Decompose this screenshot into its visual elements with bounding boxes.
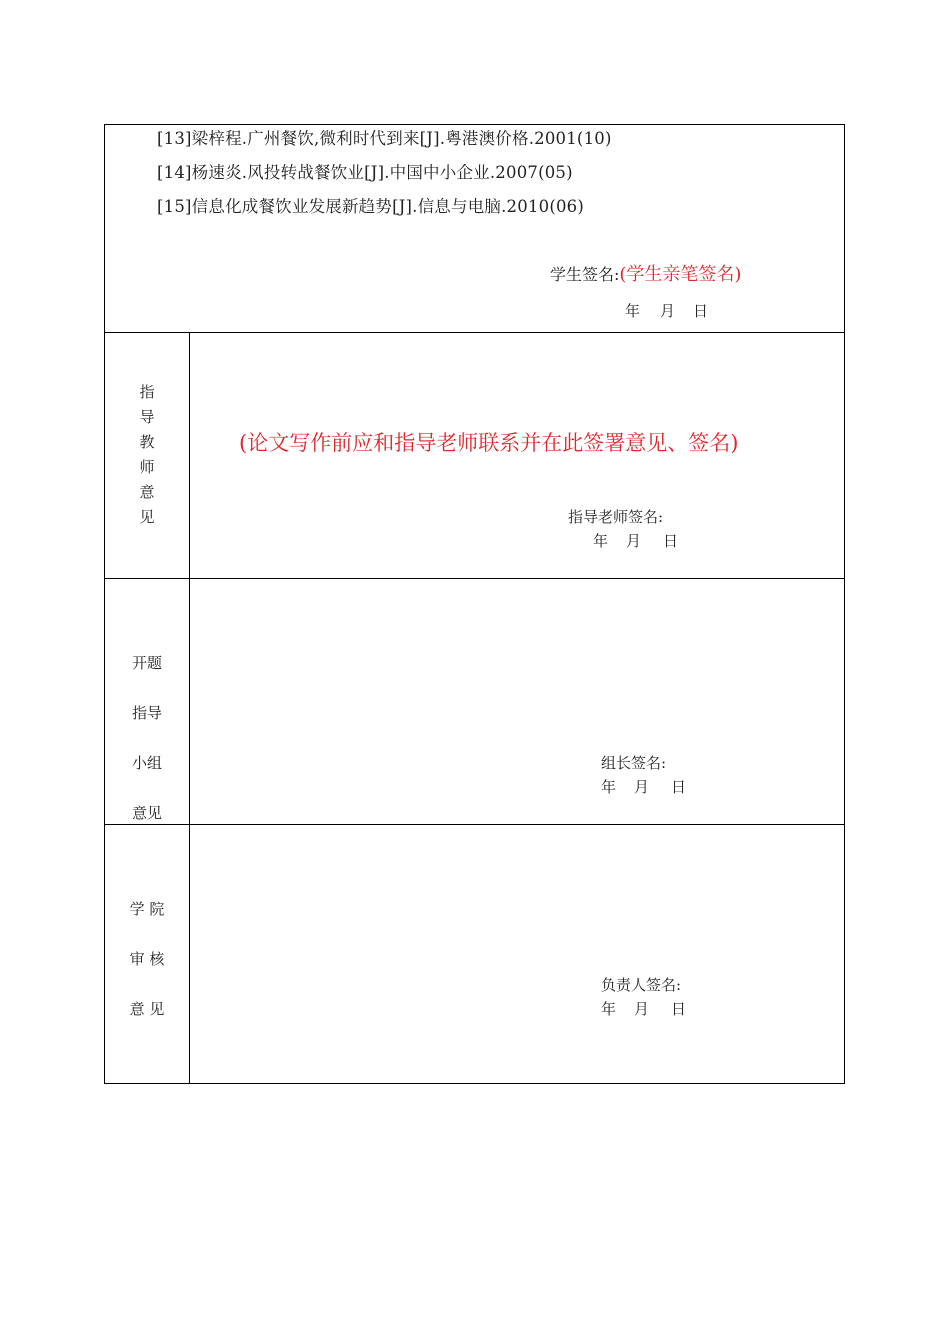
college-heading-line: 意 见 (129, 1000, 165, 1018)
proposal-group-row (105, 578, 844, 824)
advisor-heading-char: 教 (139, 433, 155, 451)
date-year: 年 (601, 1000, 617, 1018)
proposal-heading-line: 意见 (131, 804, 162, 822)
student-signature-hint: (学生亲笔签名) (619, 264, 742, 285)
group-leader-signature-date (601, 777, 686, 797)
college-heading-line: 审 核 (129, 950, 165, 968)
reference-item: [14]杨速炎.风投转战餐饮业[J].中国中小企业.2007(05) (157, 163, 573, 182)
advisor-heading-char: 见 (139, 508, 155, 526)
date-year: 年 (601, 778, 617, 796)
proposal-heading-line: 小组 (131, 754, 162, 772)
responsible-person-signature-label: 负责人签名: (601, 976, 682, 994)
advisor-opinion-hint: (论文写作前应和指导老师联系并在此签署意见、签名) (239, 431, 739, 455)
date-month: 月 (634, 1000, 650, 1018)
date-day: 日 (693, 302, 709, 320)
date-day: 日 (671, 1000, 687, 1018)
advisor-signature-label: 指导老师签名: (568, 508, 664, 526)
proposal-heading-line: 开题 (131, 654, 162, 672)
references-row (105, 125, 844, 332)
column-divider (189, 825, 190, 1083)
proposal-heading-line: 指导 (131, 704, 162, 722)
advisor-opinion-row (105, 332, 844, 578)
column-divider (189, 333, 190, 578)
student-signature-label: 学生签名: (550, 265, 620, 284)
opinion-form-table (104, 124, 845, 1084)
student-signature-date (625, 301, 708, 321)
college-heading-line: 学 院 (129, 900, 165, 918)
date-month: 月 (634, 778, 650, 796)
date-year: 年 (625, 302, 641, 320)
column-divider (189, 579, 190, 824)
reference-item: [13]梁梓程.广州餐饮,微利时代到来[J].粤港澳价格.2001(10) (157, 129, 612, 148)
date-month: 月 (660, 302, 676, 320)
advisor-heading-char: 导 (139, 408, 155, 426)
advisor-heading-char: 指 (139, 383, 155, 401)
responsible-person-signature-date (601, 999, 686, 1019)
date-month: 月 (626, 532, 642, 550)
date-day: 日 (663, 532, 679, 550)
date-day: 日 (671, 778, 687, 796)
student-signature-line (550, 265, 741, 285)
advisor-heading-char: 师 (139, 458, 155, 476)
reference-item: [15]信息化成餐饮业发展新趋势[J].信息与电脑.2010(06) (157, 197, 585, 216)
advisor-heading-char: 意 (139, 483, 155, 501)
advisor-signature-date (593, 531, 678, 551)
date-year: 年 (593, 532, 609, 550)
group-leader-signature-label: 组长签名: (601, 754, 667, 772)
college-review-row (105, 824, 844, 1083)
